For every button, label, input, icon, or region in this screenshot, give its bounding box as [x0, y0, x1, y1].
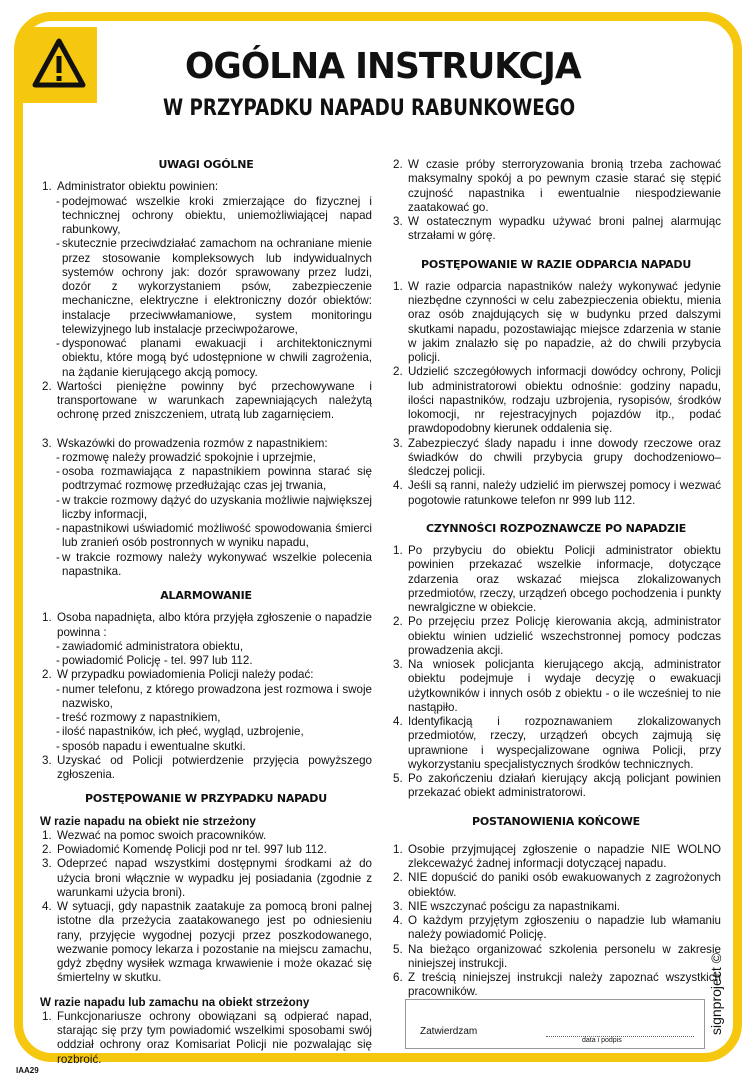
dash-item: - osoba rozmawiająca z napastnikiem powinna starać się podtrzymać rozmowę przedłużając czas jej trwania,	[40, 465, 372, 494]
dash-item: - treść rozmowy z napastnikiem,	[40, 711, 372, 725]
dash-item: - napastnikowi uświadomić możliwość spowodowania śmierci lub zranień osób postronnych w wyniku napadu,	[40, 522, 372, 551]
dash-item: - numer telefonu, z którego prowadzona jest rozmowa i swoje nazwisko,	[40, 683, 372, 712]
dash-item: - rozmowę należy prowadzić spokojnie i uprzejmie,	[40, 451, 372, 465]
section-heading-odparcie: POSTĘPOWANIE W RAZIE ODPARCIA NAPADU	[420, 257, 692, 271]
dash-item: - sposób napadu i ewentualne skutki.	[40, 740, 372, 754]
list-item: 3. Wskazówki do prowadzenia rozmów z napastnikiem:	[42, 436, 328, 450]
signature-box	[405, 999, 705, 1049]
list-item: 3. Zabezpieczyć ślady napadu i inne dowody rzeczowe oraz świadków do chwili przybycia grupy dochodzeniowo–śledczej policji.	[393, 436, 721, 478]
list-item: 4. Identyfikacją i rozpoznawaniem zlokalizowanych przedmiotów, rzeczy, urządzeń obcych zajmują się uprawnione i wyspecjalizowane ogniwa Policji, przy wykorzystaniu specjalistycznych środków technicznych.	[393, 715, 721, 771]
list-item: 2. NIE dopuścić do paniki osób ewakuowanych z zagrożonych obiektów.	[393, 871, 721, 899]
list-item: 3. W ostatecznym wypadku używać broni palnej alarmując strzałami w górę.	[393, 215, 721, 243]
left-column	[40, 158, 372, 1067]
subheading-nie-strzezony: W razie napadu na obiekt nie strzeżony	[40, 814, 256, 828]
dash-item: - podejmować wszelkie kroki zmierzające do fizycznej i technicznej ochrony obiektu, uniemożliwiającej napad rabunkowy,	[40, 195, 372, 238]
list-item: 4. O każdym przyjętym zgłoszeniu o napadzie lub włamaniu należy powiadomić Policję.	[393, 914, 721, 942]
list-item: 2. Po przejęciu przez Policję kierowania akcją, administrator obiektu winien udzielić wszechstronnej pomocy podczas prowadzenia akcji.	[393, 615, 721, 657]
list-item: 1. Wezwać na pomoc swoich pracowników.	[42, 828, 267, 842]
section-heading-uwagi: UWAGI OGÓLNE	[158, 158, 254, 171]
list-item: 5. Po zakończeniu działań kierujący akcją policjant powinien przekazać obiekt administratorowi.	[393, 772, 721, 800]
right-column	[391, 158, 721, 1000]
approve-label: Zatwierdzam	[420, 1026, 478, 1037]
subheading-strzezony: W razie napadu lub zamachu na obiekt strzeżony	[40, 995, 310, 1009]
dash-item: - ilość napastników, ich płeć, wygląd, uzbrojenie,	[40, 725, 372, 739]
section-heading-alarm: ALARMOWANIE	[160, 589, 252, 602]
list-item: 3. Uzyskać od Policji potwierdzenie przyjęcia powyższego zgłoszenia.	[42, 753, 372, 781]
dash-item: - dysponować planami ewakuacji i architektonicznymi obiektu, które mogą być udostępnione w chwili zagrożenia, na żądanie kierującego akcją pomocy.	[40, 337, 372, 380]
list-item: 1. Osobie przyjmującej zgłoszenie o napadzie NIE WOLNO zlekceważyć żadnej informacji dotyczącej napadu.	[393, 842, 721, 870]
list-item: 4. W sytuacji, gdy napastnik zaatakuje za pomocą broni palnej istotne dla przeżycia zaatakowanego jest po odniesieniu rany, przyjęcie wygodnej pozycji przez poszkodowanego, wezwanie pomocy lekarza i pozostanie na miejscu zamachu, gdyż zbędny wysiłek wzmaga krwawienie i może okazać się śmiertelny w skutku.	[42, 900, 372, 985]
section-heading-napad: POSTĘPOWANIE W PRZYPADKU NAPADU	[85, 792, 327, 806]
dash-item: - w trakcie rozmowy dążyć do uzyskania możliwie największej liczby informacji,	[40, 494, 372, 523]
list-item: 1. W razie odparcia napastników należy wykonywać jedynie niezbędne czynności w celu zabezpieczenia obiektu, mienia oraz osób znajdujących się w budynku przed dalszymi skutkami napadu, pozostawiając miejsce zdarzenia w stanie w jakim znalazło się po napadzie, aż do chwili przybycia policji.	[393, 279, 721, 364]
list-item: 2. Powiadomić Komendę Policji pod nr tel. 997 lub 112.	[42, 843, 327, 856]
list-item: 4. Jeśli są ranni, należy udzielić im pierwszej pomocy i wezwać pogotowie ratunkowe telefon nr 999 lub 112.	[393, 479, 721, 507]
warning-icon	[21, 27, 97, 103]
dash-item: - zawiadomić administratora obiektu,	[40, 640, 372, 654]
list-item: 2. W czasie próby sterroryzowania bronią trzeba zachować maksymalny spokój a po pewnym czasie starać się stępić czujność napastnika i ewentualnie niespodziewanie zaatakować go.	[393, 158, 721, 214]
list-item: 1. Osoba napadnięta, albo która przyjęła zgłoszenie o napadzie powinna :	[42, 611, 372, 639]
dash-item: - powiadomić Policję - tel. 997 lub 112.	[40, 654, 372, 668]
page-subtitle: W PRZYPADKU NAPADU RABUNKOWEGO	[163, 96, 576, 121]
list-item: 5. Na bieżąco organizować szkolenia personelu w zakresie niniejszej instrukcji.	[393, 942, 721, 970]
list-item: 2. W przypadku powiadomienia Policji należy podać:	[42, 668, 314, 682]
product-code: IAA29	[16, 1066, 39, 1075]
list-item: 3. Odeprzeć napad wszystkimi dostępnymi środkami aż do użycia broni włącznie w wypadku jej posiadania (zgodnie z warunkami użycia broni).	[42, 857, 372, 899]
list-item: 2. Udzielić szczegółowych informacji dowódcy ochrony, Policji lub administratorowi obiektu odnośnie: godziny napadu, ilości napastników, rodzaju uzbrojenia, rysopisów, środków lokomocji, nr rejestracyjnych pojazdów itp., podać prawdopodobny kierunek oddalenia się.	[393, 365, 721, 436]
dash-item: - w trakcie rozmowy należy wykonywać wszelkie polecenia napastnika.	[40, 551, 372, 580]
section-heading-koncowe: POSTANOWIENIA KOŃCOWE	[472, 814, 640, 828]
list-item: 1. Po przybyciu do obiektu Policji administrator obiektu powinien przekazać wszelkie informacje, dotyczące zdarzenia oraz wskazać miejsca zlokalizowanych przedmiotów, rzeczy, urządzeń obcego pochodzenia i punkty newralgiczne w obiekcie.	[393, 544, 721, 614]
list-item: 1. Administrator obiektu powinien:	[42, 180, 219, 194]
list-item: 3. Na wniosek policjanta kierującego akcją, administrator obiektu podejmuje i wydaje decyzję o ewakuacji użytkowników i innych osób z obiektu - o ile wcześniej to nie nastąpiło.	[393, 658, 721, 714]
section-heading-czynnosci: CZYNNOŚCI ROZPOZNAWCZE PO NAPADZIE	[425, 521, 687, 535]
list-item: 6. Z treścią niniejszej instrukcji należy zapoznać wszystkich pracowników.	[393, 971, 721, 999]
list-item: 1. Funkcjonariusze ochrony obowiązani są odpierać napad, starając się przy tym powiadomić wszelkimi sposobami swój oddział ochrony oraz Komisariat Policji nie pozwalając się rozbroić.	[42, 1009, 372, 1066]
list-item: 3. NIE wszczynać pościgu za napastnikami.	[393, 899, 620, 913]
date-caption: data i podpis	[582, 1037, 622, 1044]
list-item: 2. Wartości pieniężne powinny być przechowywane i transportowane w warunkach zapewniających należytą ochronę przed zniszczeniem, utratą lub zagarnięciem.	[42, 379, 372, 422]
page-title: OGÓLNA INSTRUKCJA	[185, 46, 581, 87]
brand-mark: signproject ©	[708, 953, 724, 1035]
dash-item: - skutecznie przeciwdziałać zamachom na ochraniane mienie przez stosowanie kompleksowych lub indywidualnych systemów ochrony jak: dozór sprawowany przez ludzi, dozór z wykorzystaniem psów, zabezpieczenie mechaniczne, elektryczne i elektroniczny dozór obiektów: instalacje przeciwwłamaniowe, system monitoringu telewizyjnego lub instalacje przeciwpożarowe,	[40, 237, 372, 337]
